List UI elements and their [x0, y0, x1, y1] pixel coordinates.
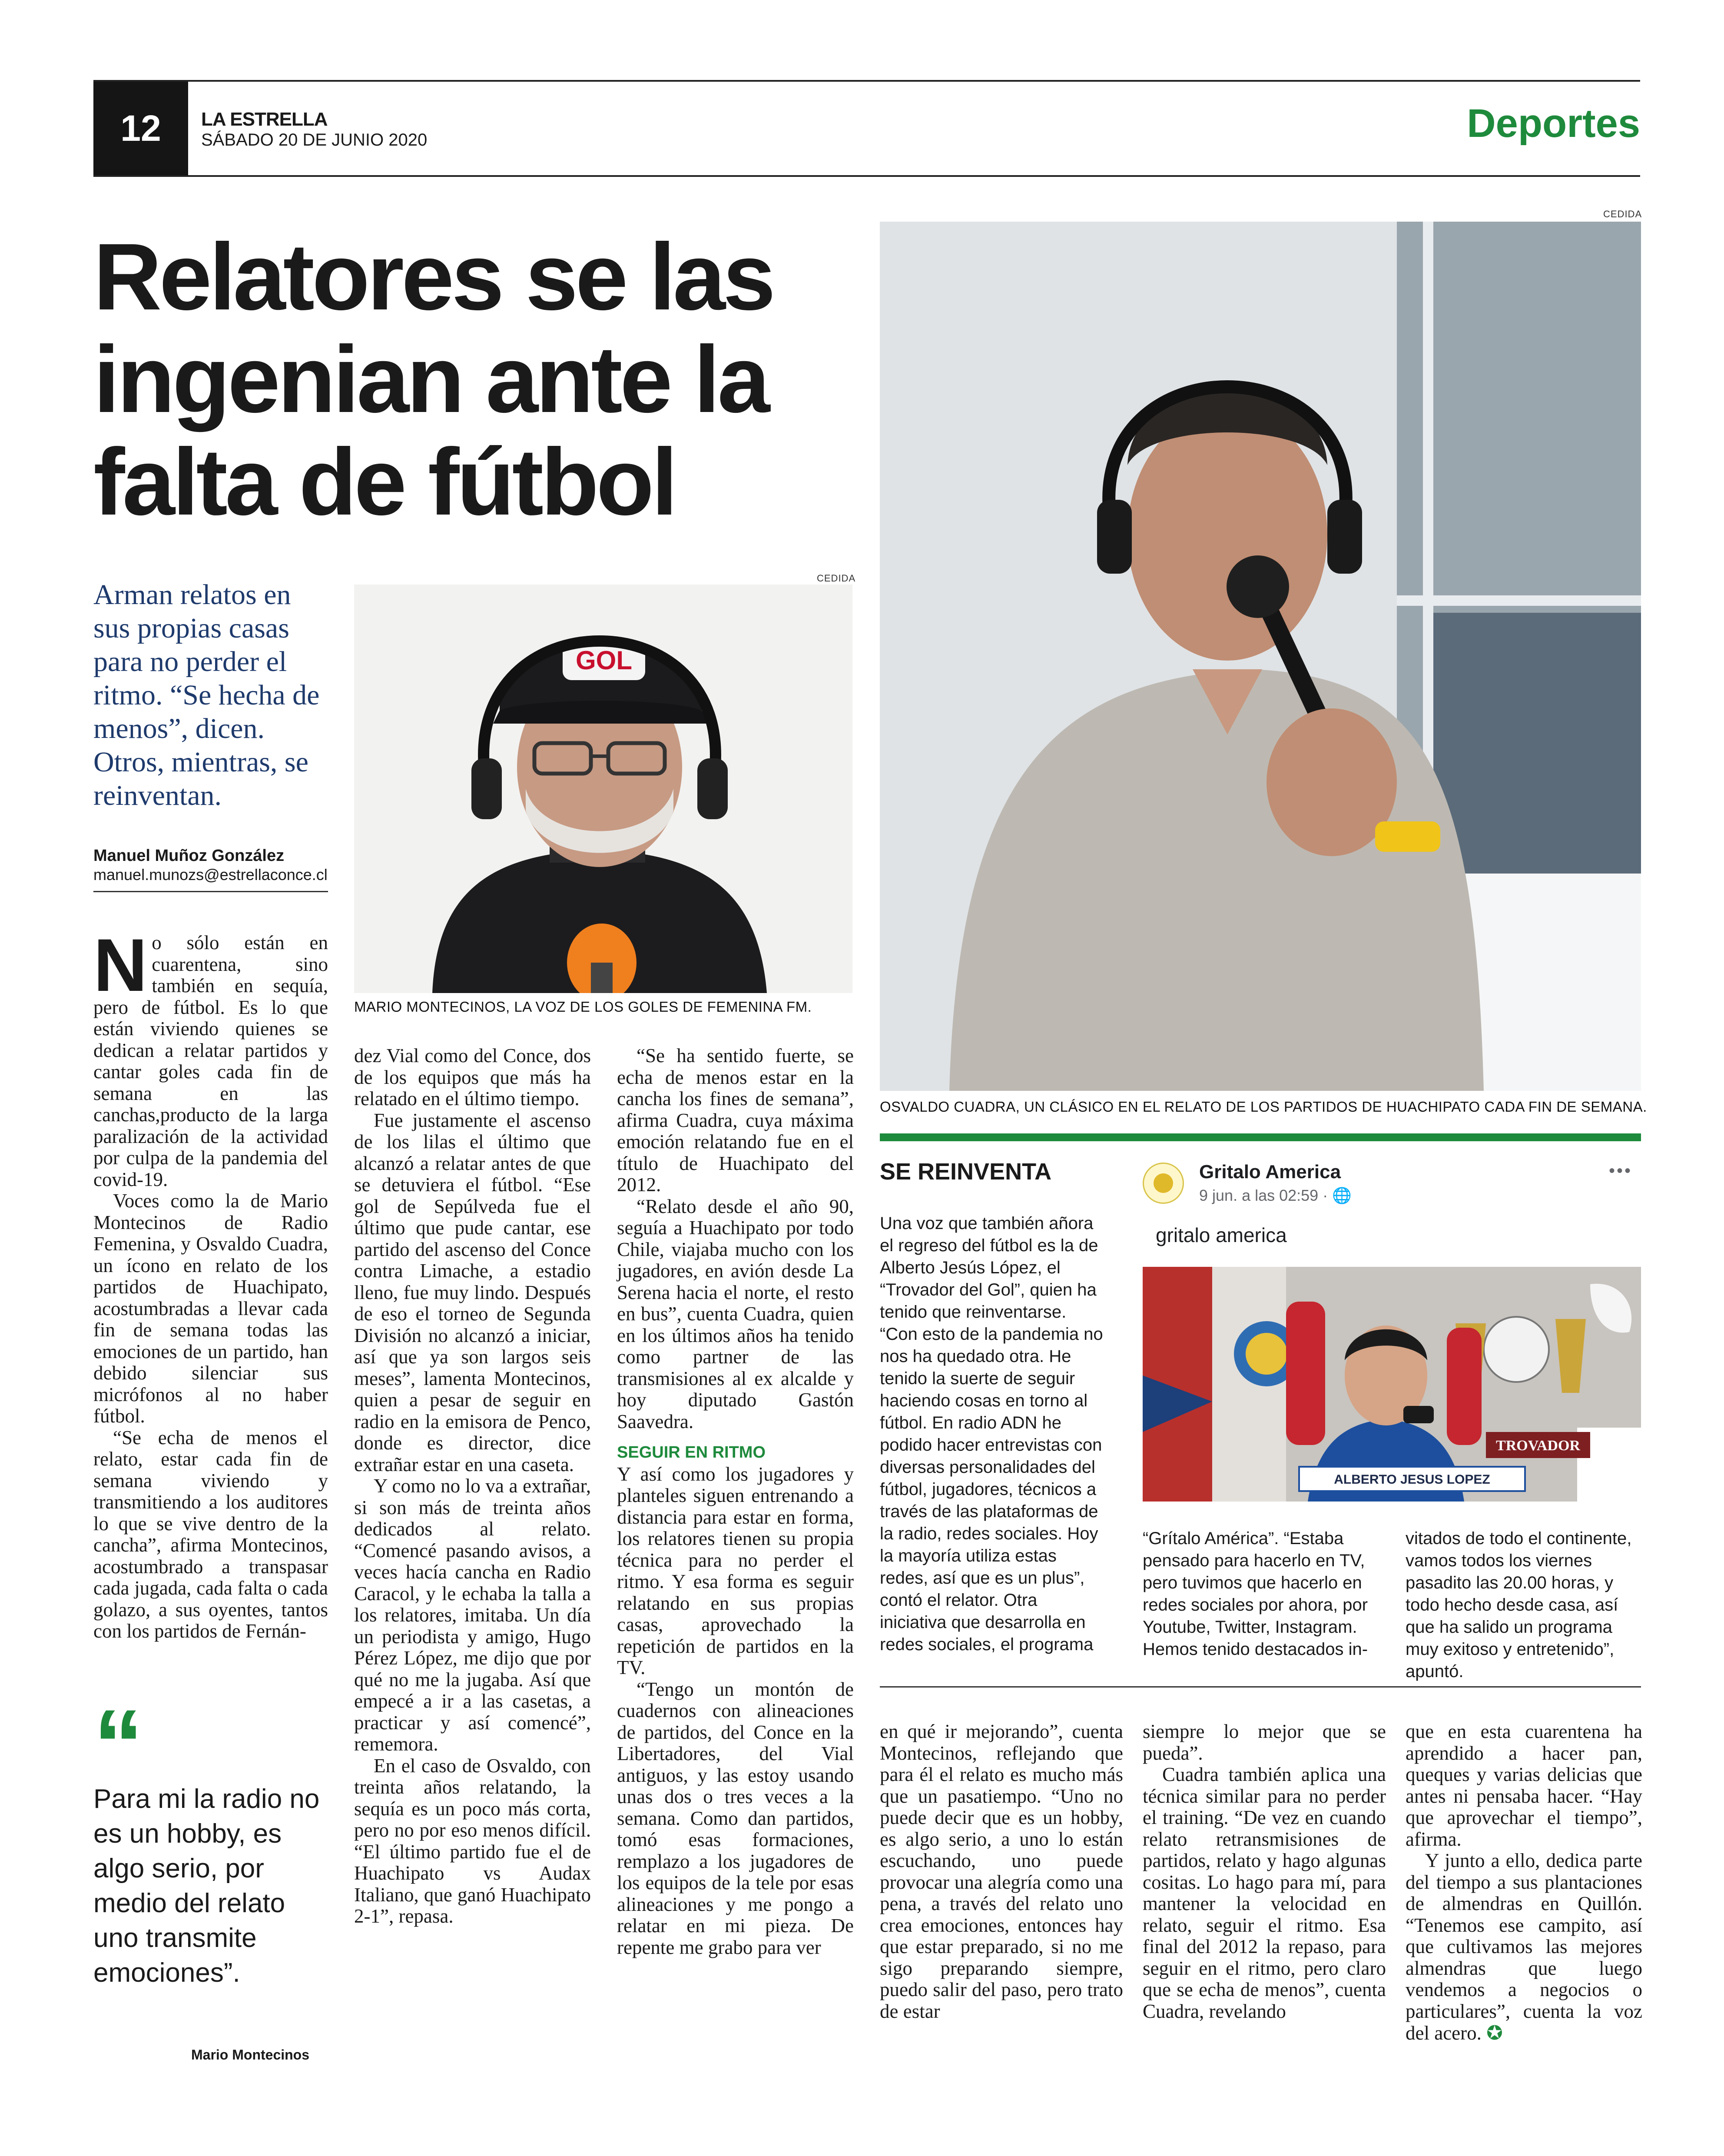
video-badge: TROVADOR — [1496, 1438, 1580, 1454]
article-paragraph: Cuadra también aplica una técnica similar para no perder el training. “De vez en cuando relato retransmisiones de partidos, relato y hago algunas cositas. Lo hago para mí, para mantener la velocidad en relato, seguir el ritmo. Esa final del 2012 la repaso, para seguir en el ritmo, pero claro que se echa de menos”, cuenta Cuadra, revelando — [1143, 1764, 1386, 2022]
article-column-1 — [93, 924, 328, 1642]
sidebar-bottom-rule — [880, 1686, 1641, 1688]
drop-cap: N — [93, 924, 148, 1007]
deck: Arman relatos en sus propias casas para no perder el ritmo. “Se hecha de menos”, dicen. Otros, mientras, se reinventan. — [93, 579, 320, 811]
more-options-icon[interactable]: ••• — [1608, 1161, 1632, 1180]
byline-rule — [93, 891, 328, 892]
article-column-4 — [880, 1721, 1123, 2022]
video-banner: ALBERTO JESUS LOPEZ — [1334, 1472, 1490, 1487]
sidebar-green-rule — [880, 1133, 1641, 1141]
photo-caption: OSVALDO CUADRA, UN CLÁSICO EN EL RELATO DE LOS PARTIDOS DE HUACHIPATO CADA FIN DE SEMANA. — [880, 1099, 1647, 1115]
article-paragraph: “Tengo un montón de cuadernos con alineaciones de partidos, del Conce en la Libertadores, del Vial antiguos, y las estoy usando unas dos o tres veces a la semana. Como dan partidos, tomó esas formaciones, remplazo a los jugadores de los equipos de la tele por esas alineaciones y me pongo a relatar en mi pieza. De repente me grabo para ver — [617, 1678, 854, 1958]
quote-mark-icon: “ — [93, 1689, 143, 1801]
article-paragraph: “Se echa de menos el relato, estar cada fin de semana viviendo y transmitiendo a los auditores lo que se vive dentro de la cancha”, afirma Montecinos, acostumbrado a transpasar cada jugada, cada falta o cada golazo, a sus oyentes, tantos con los partidos de Fernán- — [93, 1426, 328, 1642]
post-timestamp[interactable] — [1199, 1186, 1352, 1205]
article-paragraph: siempre lo mejor que se pueda”. — [1143, 1721, 1386, 1764]
article-column-5 — [1143, 1721, 1386, 2022]
masthead: LA ESTRELLA — [201, 109, 328, 130]
sidebar-paragraph: vitados de todo el continente, vamos todos los viernes pasadito las 20.00 horas, y todo hecho desde casa, así que ha salido un programa muy exitoso y entretenido”, apuntó. — [1406, 1529, 1632, 1681]
pull-quote: Para mi la radio no es un hobby, es algo serio, por medio del relato uno transmite emociones”. — [93, 1784, 320, 1988]
sidebar-paragraph: Una voz que también añora el regreso del fútbol es la de Alberto Jesús López, el “Trovador del Gol”, quien ha tenido que reinventarse. “Con esto de la pandemia no nos ha quedado otra. He tenido la suerte de seguir haciendo cosas en torno al fútbol. En radio ADN he podido hacer entrevistas con diversas personalidades del fútbol, jugadores, técnicos a través de las plataformas de la radio, redes sociales. Hoy la mayoría utiliza estas redes, así que es un plus”, contó el relator. Otra iniciativa que desarrolla en redes sociales, el programa — [880, 1214, 1103, 1654]
article-column-2 — [354, 1045, 591, 1927]
photo-caption: MARIO MONTECINOS, LA VOZ DE LOS GOLES DE FEMENINA FM. — [354, 999, 812, 1015]
sidebar-title: SE REINVENTA — [880, 1159, 1052, 1185]
article-paragraph: Y como no lo va a extrañar, si son más de treinta años dedicados al relato. “Comencé pasando avisos, a veces hacía cancha en Radio Caracol, y le echaba la talla a los relatores, imitaba. Un día un periodista y amigo, Hugo Pérez López, me dijo que por qué no me la jugaba. Así que empecé a ir a las casetas, a practicar y así comencé”, rememora. — [354, 1475, 591, 1755]
photo-osvaldo-cuadra — [880, 222, 1641, 1091]
article-paragraph: dez Vial como del Conce, dos de los equipos que más ha relatado en el último tiempo. — [354, 1045, 591, 1110]
byline-name: Manuel Muñoz González — [93, 847, 285, 865]
article-paragraph: Y junto a ello, dedica parte del tiempo a sus plantaciones de almendras en Quillón. “Tenemos ese campito, así que cultivamos las mejores almendras que luego vendemos a negocios o particulares”, cuenta la voz del acero. — [1406, 1850, 1642, 2044]
article-paragraph: Y así como los jugadores y planteles siguen entrenando a distancia para estar en forma, los relatores tienen su propia técnica para no perder el ritmo. Y esa forma es seguir relatando en sus propias casas, aprovechado la repetición de partidos en la TV. — [617, 1463, 854, 1678]
section-label: Deportes — [1467, 101, 1640, 146]
article-paragraph: que en esta cuarentena ha aprendido a hacer pan, queques y varias delicias que antes ni pensaba hacer. “Hay que aprovechar el tiempo”, afirma. — [1406, 1721, 1642, 1850]
avatar-logo — [1154, 1173, 1173, 1193]
article-paragraph: en qué ir mejorando”, cuenta Montecinos, reflejando que para él el relato es mucho más que un pasatiempo. “Uno no puede decir que es un hobby, es algo serio, a uno lo están escuchando, uno puede provocar una alegría como una pena, a través del relato uno crea emociones, entonces hay que estar preparado, si no me sigo preparando siempre, puedo salir del paso, pero trato de estar — [880, 1721, 1123, 2022]
issue-date: SÁBADO 20 DE JUNIO 2020 — [201, 130, 428, 149]
page-number: 12 — [93, 82, 188, 175]
photo-mario-montecinos — [354, 585, 852, 993]
article-paragraph: Fue justamente el ascenso de los lilas el último que alcanzó a relatar antes de que se detuviera el fútbol. “Ese gol de Sepúlveda fue el último que pude cantar, ese partido del ascenso del Conce contra Limache, a estadio lleno, fue muy lindo. Después de eso el torneo de Segunda División no alcanzó a iniciar, así que ya son largos seis meses”, lamenta Montecinos, quien a pesar de seguir en radio en la emisora de Penco, donde es director, dice extrañar estar en una caseta. — [354, 1109, 591, 1475]
photo-credit: CEDIDA — [817, 573, 856, 584]
article-paragraph: o sólo están en cuarentena, sino también en sequía, pero de fútbol. Es lo que están viviendo quienes se dedican a relatar partidos y cantar goles cada fin de semana en las canchas,producto de la larga paralización de la actividad por culpa de la pandemia del covid-19. — [93, 932, 328, 1190]
subhead: SEGUIR EN RITMO — [617, 1443, 766, 1462]
article-column-3 — [617, 1045, 854, 1958]
top-rule — [93, 80, 1640, 82]
end-mark-icon: ✪ — [1486, 2021, 1503, 2044]
article-paragraph: “Relato desde el año 90, seguía a Huachipato por todo Chile, viajaba mucho con los jugadores, en avión desde La Serena hacia el norte, el resto en bus”, cuenta Cuadra, quien en los últimos años ha tenido como partner de las transmisiones al ex alcalde y hoy diputado Gastón Saavedra. — [617, 1195, 854, 1432]
post-text: gritalo america — [1156, 1224, 1287, 1246]
article-paragraph: “Se ha sentido fuerte, se echa de menos estar en la cancha los fines de semana”, afirma Cuadra, cuya máxima emoción relatando fue en el título de Huachipato del 2012. — [617, 1045, 854, 1196]
article-paragraph: En el caso de Osvaldo, con treinta años relatando, la sequía es un poco más corta, pero no por eso menos difícil. “El último partido fue el de Huachipato vs Audax Italiano, que ganó Huachipato 2-1”, repasa. — [354, 1754, 591, 1927]
pull-quote-attribution: Mario Montecinos — [191, 2047, 310, 2063]
byline-email: manuel.munozs@estrellaconce.cl — [93, 866, 328, 884]
facebook-post — [1143, 1152, 1641, 1508]
post-time: 9 jun. a las 02:59 · — [1199, 1186, 1333, 1204]
photo-credit: CEDIDA — [1603, 209, 1642, 219]
cap-logo-text: GOL — [576, 646, 632, 675]
headline: Relatores se las ingenian ante la falta de fútbol — [93, 224, 773, 535]
article-column-6 — [1406, 1721, 1642, 2044]
article-paragraph: Voces como la de Mario Montecinos de Radio Femenina, y Osvaldo Cuadra, un ícono en relato de los partidos de Huachipato, acostumbradas a llevar cada fin de semana todas las emociones de un partido, han debido silenciar sus micrófonos al no haber fútbol. — [93, 1190, 328, 1427]
header-rule — [93, 175, 1640, 177]
sidebar-paragraph: “Grítalo América”. “Estaba pensado para hacerlo en TV, pero tuvimos que hacerlo en redes sociales por ahora, por Youtube, Twitter, Instagram. Hemos tenido destacados in- — [1143, 1529, 1368, 1659]
globe-icon: 🌐 — [1332, 1186, 1352, 1204]
video-thumbnail[interactable] — [1143, 1267, 1641, 1502]
page-name[interactable]: Gritalo America — [1199, 1161, 1341, 1183]
page-avatar[interactable] — [1143, 1163, 1184, 1204]
